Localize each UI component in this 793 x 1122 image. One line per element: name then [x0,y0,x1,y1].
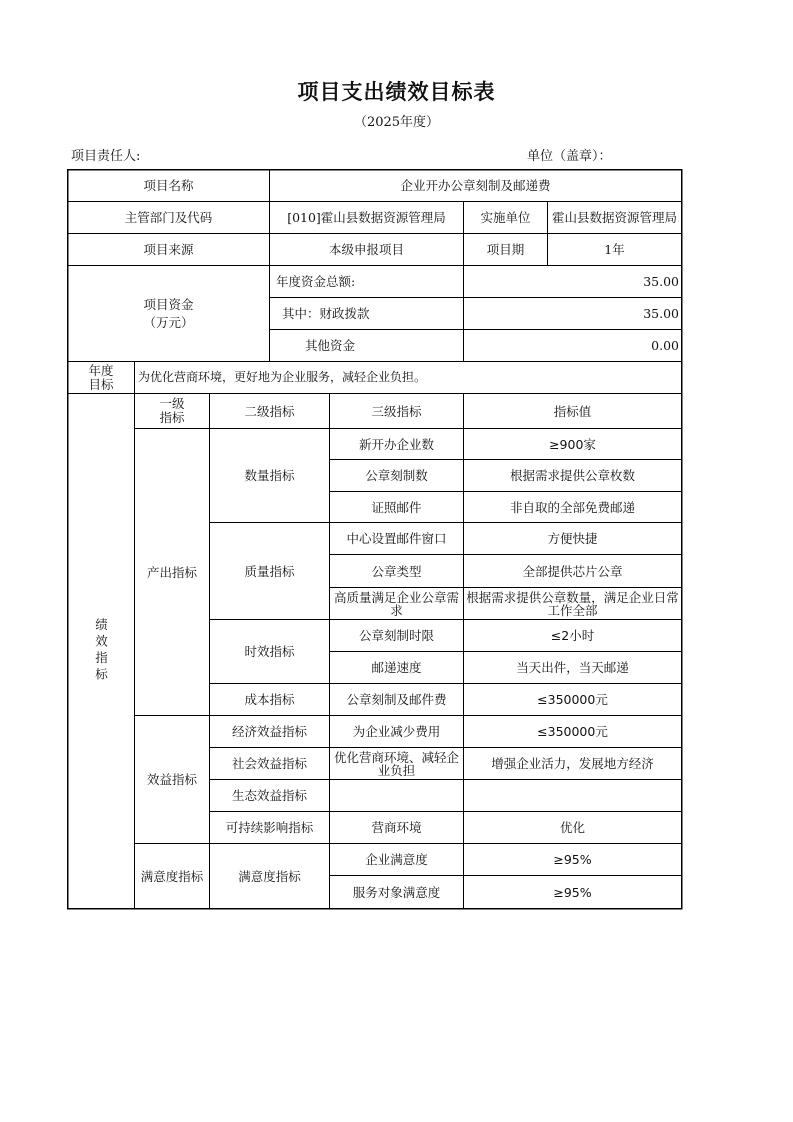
value-row-7: ≤2小时 [550,628,595,643]
value-row-1: ≥900家 [549,436,596,452]
goal-text: 为优化营商环境，更好地为企业服务，减轻企业负担。 [138,370,427,384]
project-name-label: 项目名称 [143,178,194,193]
level2-quantity: 数量指标 [244,468,295,483]
value-row-14: ≥95% [553,852,592,867]
year-label: （2025年度） [353,115,440,130]
value-row-9: ≤350000元 [537,692,608,707]
l3-row-14: 企业满意度 [365,852,428,867]
level1-satisfaction: 满意度指标 [140,868,204,884]
period-value: 1年 [604,242,625,257]
l3-row-1: 新开办企业数 [358,436,434,452]
l3-row-15: 服务对象满意度 [352,884,441,900]
l3-row-8: 邮递速度 [371,660,422,675]
funds-label-line1: 项目资金 [143,296,194,312]
value-row-8: 当天出件，当天邮递 [516,660,629,675]
funds-other-label: 其他资金 [304,338,355,353]
goal-label [68,362,134,393]
value-row-2: 根据需求提供公章枚数 [509,468,635,483]
l3-row-2: 公章刻制数 [365,468,428,483]
funds-fiscal-value: 35.00 [643,306,679,321]
header-value: 指标值 [553,403,592,419]
value-row-6: 根据需求提供公章数量，满足企业日常工作全部 [466,589,679,618]
level2-sustainable: 可持续影响指标 [225,820,314,835]
responsible-label: 项目责任人: [71,149,141,164]
l3-row-6: 高质量满足企业公章需求 [333,589,459,618]
header-level3: 三级指标 [371,403,422,419]
l3-row-5: 公章类型 [371,563,422,579]
level2-cost: 成本指标 [244,692,295,707]
indicators-section-text: 绩效指标 [93,618,109,684]
level2-satisfaction: 满意度指标 [238,868,301,884]
level2-economic: 经济效益指标 [231,724,307,739]
unit-seal-label: 单位（盖章）： [527,149,612,164]
header-level1-line1: 一级 [159,396,185,411]
funds-total-value: 35.00 [643,274,679,289]
project-name-value: 企业开办公章刻制及邮递费 [400,178,551,193]
dept-label: 主管部门及代码 [124,210,213,225]
page-title: 项目支出绩效目标表 [297,80,496,104]
dept-value: [010]霍山县数据资源管理局 [287,210,446,225]
level2-social: 社会效益指标 [231,756,307,771]
impl-unit-value: 霍山县数据资源管理局 [551,210,677,225]
header-level1-line2: 指标 [159,410,185,425]
level2-quality: 质量指标 [244,563,295,579]
period-label: 项目期 [486,242,525,257]
value-row-10: ≤350000元 [537,724,608,739]
impl-unit-label: 实施单位 [480,210,531,225]
source-label: 项目来源 [143,242,194,257]
indicators-section-label [68,394,134,908]
value-row-15: ≥95% [553,884,592,900]
funds-fiscal-label: 其中：财政拨款 [282,306,370,321]
value-row-4: 方便快捷 [547,531,598,546]
l3-row-12 [330,780,463,811]
l3-row-9: 公章刻制及邮件费 [346,692,447,707]
funds-label-line2: （万元） [143,314,194,330]
l3-row-13: 营商环境 [371,820,422,835]
value-row-11: 增强企业活力，发展地方经济 [491,756,654,771]
header-level1 [135,394,209,428]
level1-benefit: 效益指标 [146,772,197,787]
value-row-12 [464,780,681,811]
goal-label-line2: 目标 [88,376,114,392]
value-row-3: 非自取的全部免费邮递 [509,499,635,515]
source-value: 本级申报项目 [328,242,404,257]
l3-row-4: 中心设置邮件窗口 [346,531,447,546]
l3-row-7: 公章刻制时限 [358,628,434,643]
value-row-5: 全部提供芯片公章 [522,563,623,579]
l3-row-10: 为企业减少费用 [352,724,441,739]
funds-other-value: 0.00 [651,338,679,353]
level2-timeliness: 时效指标 [244,644,295,659]
value-row-13: 优化 [559,820,585,835]
header-level2: 二级指标 [244,403,295,419]
goal-label-line1: 年度 [88,362,114,378]
funds-label [68,266,269,361]
level2-ecological: 生态效益指标 [231,788,307,803]
level1-output: 产出指标 [146,564,197,580]
funds-total-label: 年度资金总额: [276,274,356,289]
l3-row-3: 证照邮件 [371,499,422,515]
l3-row-11: 优化营商环境、减轻企业负担 [333,749,459,778]
